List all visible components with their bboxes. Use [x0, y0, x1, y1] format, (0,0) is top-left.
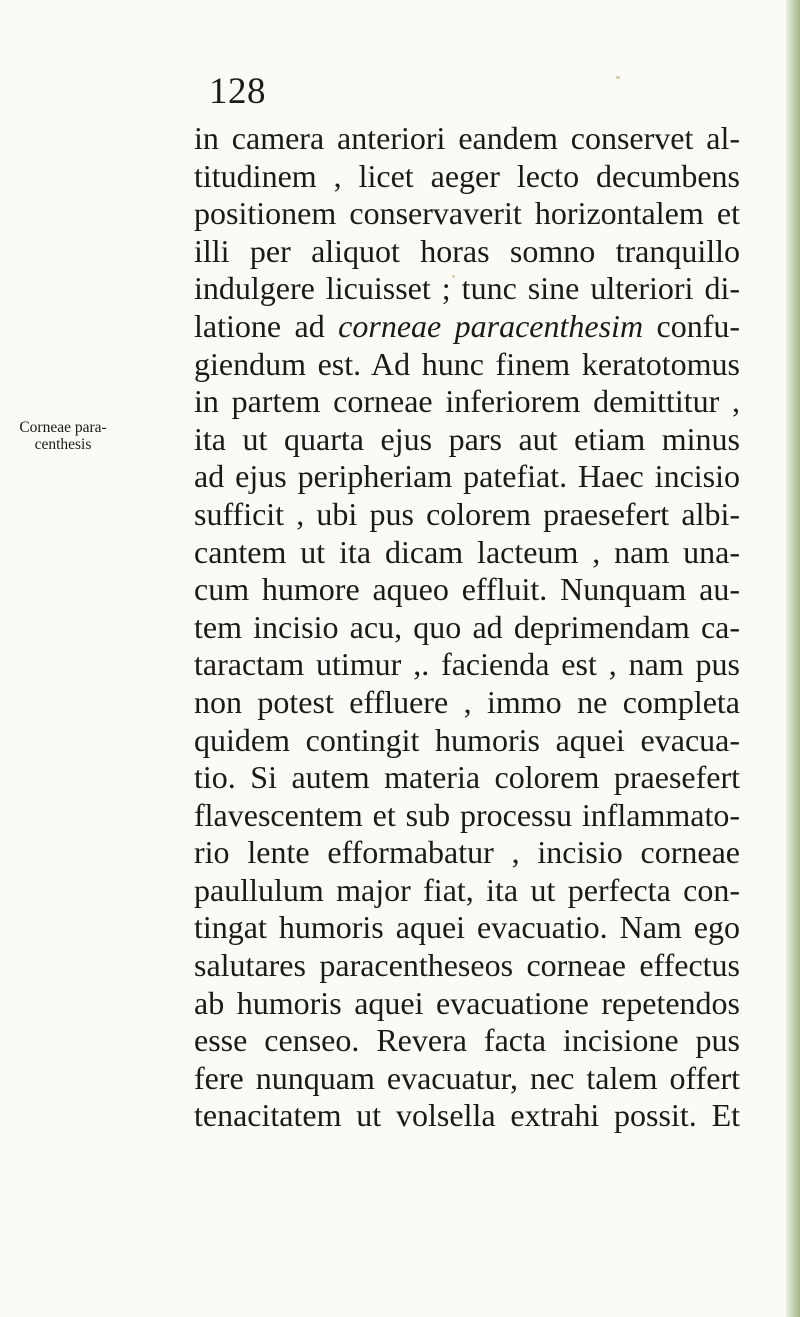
text-line-5: indulgere licuisset ; tunc sine ulteriori di- [194, 270, 740, 307]
text-line-11: sufficit , ubi pus colorem praesefert albi- [194, 495, 740, 532]
paper-speck [616, 76, 620, 79]
italic-term-corneae-paracenthesim: corneae paracenthesim [338, 307, 644, 344]
text-line-18: tio. Si autem materia colorem praesefert [194, 759, 740, 796]
text-line-19: flavescentem et sub processu inflammato- [194, 796, 740, 833]
page-edge-shadow [786, 0, 800, 1317]
marginal-note [4, 419, 122, 453]
text-line-9: ita ut quarta ejus pars aut etiam minus [194, 420, 740, 457]
marginal-note-line-1: Corneae para- [19, 419, 107, 436]
text-line-26: fere nunquam evacuatur, nec talem offert [194, 1059, 740, 1096]
text-line-17: quidem contingit humoris aquei evacua- [194, 721, 740, 758]
text-line-15: taractam utimur ,. facienda est , nam pus [194, 646, 740, 683]
text-line-21: paullulum major fiat, ita ut perfecta con- [194, 871, 740, 908]
text-line-10: ad ejus peripheriam patefiat. Haec incisio [194, 458, 740, 495]
text-line-23: salutares paracentheseos corneae effectus [194, 947, 740, 984]
text-line-16: non potest effluere , immo ne completa [194, 683, 740, 720]
text-line-7: giendum est. Ad hunc finem keratotomus [194, 345, 740, 382]
body-text [194, 120, 740, 1135]
page-number: 128 [209, 71, 266, 112]
text-line-13: cum humore aqueo effluit. Nunquam au- [194, 571, 740, 608]
text-line-20: rio lente efformabatur , incisio corneae [194, 834, 740, 871]
text-line-1: in camera anteriori eandem conservet al- [194, 120, 740, 156]
text-line-27: tenacitatem ut volsella extrahi possit. Et [194, 1097, 740, 1134]
text-line-6-before: latione ad [194, 307, 339, 344]
text-line-14: tem incisio acu, quo ad deprimendam ca- [194, 608, 740, 645]
text-line-4: illi per aliquot horas somno tranquillo [194, 232, 740, 269]
text-line-22: tingat humoris aquei evacuatio. Nam ego [194, 909, 740, 946]
text-line-6-after: confu- [643, 307, 741, 344]
marginal-note-line-2: centhesis [34, 436, 92, 453]
text-line-8: in partem corneae inferiorem demittitur , [194, 383, 740, 420]
text-line-25: esse censeo. Revera facta incisione pus [194, 1022, 740, 1059]
text-line-3: positionem conservaverit horizontalem et [194, 195, 740, 232]
text-line-2: titudinem , licet aeger lecto decumbens [194, 157, 740, 194]
text-line-12: cantem ut ita dicam lacteum , nam una- [194, 533, 740, 570]
text-line-24: ab humoris aquei evacuatione repetendos [194, 984, 740, 1021]
text-line-6 [194, 308, 740, 346]
